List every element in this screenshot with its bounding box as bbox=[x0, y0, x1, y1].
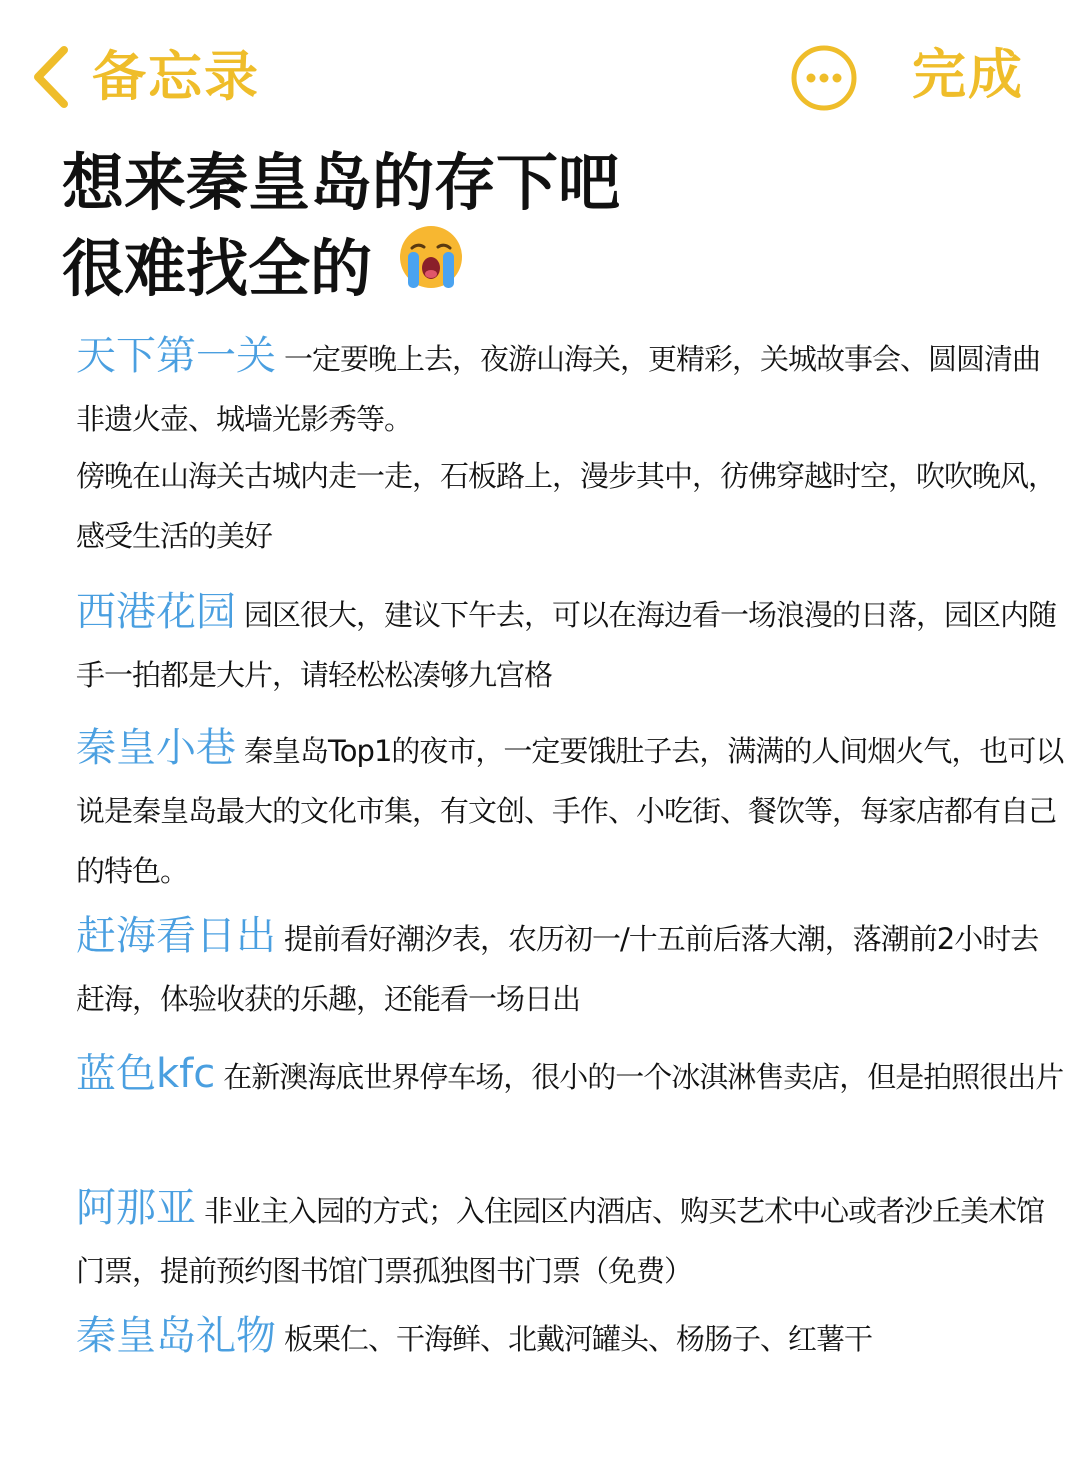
chevron-left-icon bbox=[30, 44, 70, 110]
title-line-2-wrap bbox=[62, 226, 620, 318]
done-button[interactable]: 完成 bbox=[912, 43, 1024, 106]
place-name: 秦皇小巷 bbox=[76, 725, 236, 771]
place-name: 蓝色kfc bbox=[76, 1051, 216, 1097]
entry-xigang-garden bbox=[76, 582, 1066, 705]
entry-qinhuang-alley bbox=[76, 718, 1066, 901]
title-line-1: 想来秦皇岛的存下吧 bbox=[62, 146, 621, 219]
entry-tianxia-diyiguan bbox=[76, 326, 1066, 449]
place-name: 赶海看日出 bbox=[76, 913, 276, 959]
ellipsis-circle-icon bbox=[790, 44, 858, 112]
more-options-button[interactable] bbox=[790, 44, 858, 112]
place-description: 园区很大，建议下午去，可以在海边看一场浪漫的日落，园区内随手一拍都是大片，请轻松松凑够九宫格 bbox=[76, 598, 1057, 692]
entry-shanhaiguan-evening bbox=[76, 446, 1066, 566]
place-name: 阿那亚 bbox=[76, 1185, 196, 1231]
place-name: 西港花园 bbox=[76, 589, 236, 635]
note-title bbox=[62, 140, 620, 318]
back-label: 备忘录 bbox=[92, 45, 260, 108]
place-description: 在新澳海底世界停车场，很小的一个冰淇淋售卖店，但是拍照很出片 bbox=[223, 1060, 1064, 1094]
place-name: 秦皇岛礼物 bbox=[76, 1313, 276, 1359]
place-description: 板栗仁、干海鲜、北戴河罐头、杨肠子、红薯干 bbox=[284, 1322, 873, 1356]
place-description: 一定要晚上去，夜游山海关，更精彩，关城故事会、圆圆清曲非遗火壶、城墙光影秀等。 bbox=[76, 342, 1041, 436]
entry-gifts bbox=[76, 1306, 1066, 1369]
entry-blue-kfc bbox=[76, 1044, 1066, 1107]
entry-aranya bbox=[76, 1178, 1066, 1301]
loudly-crying-face-icon bbox=[398, 224, 464, 312]
place-description: 提前看好潮汐表，农历初一/十五前后落大潮，落潮前2小时去赶海，体验收获的乐趣，还能看一场日出 bbox=[76, 922, 1039, 1016]
place-description: 秦皇岛Top1的夜市，一定要饿肚子去，满满的人间烟火气，也可以说是秦皇岛最大的文化市集，有文创、手作、小吃街、餐饮等，每家店都有自己的特色。 bbox=[76, 734, 1064, 888]
navigation-bar bbox=[0, 0, 1080, 150]
entry-sunrise-beachcombing bbox=[76, 906, 1066, 1029]
place-description: 傍晚在山海关古城内走一走，石板路上，漫步其中，彷佛穿越时空，吹吹晚风，感受生活的美好 bbox=[76, 459, 1057, 553]
title-line-2: 很难找全的 bbox=[62, 232, 373, 305]
place-name: 天下第一关 bbox=[76, 333, 276, 379]
place-description: 非业主入园的方式；入住园区内酒店、购买艺术中心或者沙丘美术馆门票，提前预约图书馆门票孤独图书门票（免费） bbox=[76, 1194, 1045, 1288]
back-button[interactable] bbox=[30, 44, 260, 110]
